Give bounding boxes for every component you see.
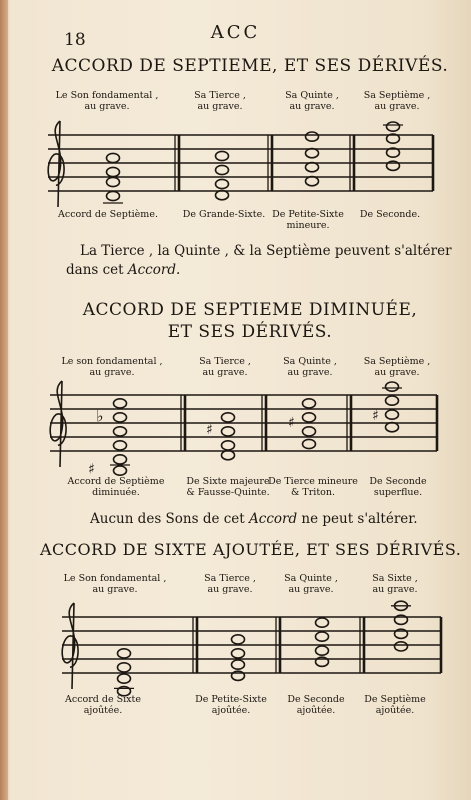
s2-top-label-3-line: Sa Quinte , [283,356,337,367]
s2-chord4-note [386,396,399,405]
s2-treble-clef-icon [50,381,66,467]
section2-title-line1: ACCORD DE SEPTIEME DIMINUÉE, [82,300,418,320]
s1-top-label-1-line: Le Son fondamental , [55,90,159,101]
section1-text-line1: La Tierce , la Quinte , & la Septième peuvent s'altérer [80,243,452,259]
s1-top-label-4-line: au grave. [374,101,420,112]
s2-chord1-note [114,466,127,475]
sharp-icon: ♯ [206,422,213,439]
s3-chord2-note [232,635,245,644]
s1-treble-clef-icon [48,121,64,207]
s2-chord1-note [114,455,127,464]
section2-text-prefix: Aucun des Sons de cet [90,511,250,527]
s1-chord3-note [306,177,319,186]
s2-caption-4-line: De Seconde [369,476,427,487]
s2-top-label-2-line: au grave. [202,367,248,378]
s1-chord1-note [107,167,120,176]
s3-top-label-2-line: au grave. [207,584,253,595]
s3-chord2-note [232,660,245,669]
s2-top-label-3-line: au grave. [287,367,333,378]
s1-top-label-3-line: Sa Quinte , [285,90,339,101]
s3-top-label-3-line: au grave. [288,584,334,595]
s3-chord1-note [118,649,131,658]
s3-caption-2-line: ajoûtée. [211,705,251,716]
s3-caption-1-line: Accord de Sixte [65,694,141,705]
s1-caption-4-line: De Seconde. [359,209,421,220]
s2-chord2-note [222,413,235,422]
s2-chord1-note [114,413,127,422]
s2-chord4-note [386,410,399,419]
page-number: 18 [64,30,86,50]
s3-top-label-4-line: Sa Sixte , [372,573,418,584]
s2-chord3-note [303,413,316,422]
s3-caption-4-line: De Septième [364,694,426,705]
section1-title: ACCORD DE SEPTIEME, ET SES DÉRIVÉS. [51,56,449,76]
s2-caption-2-line: De Sixte majeure [186,476,270,487]
s2-caption-3-line: & Triton. [290,487,336,498]
s3-chord1-note [118,674,131,683]
s1-chord4-note [387,122,400,131]
s2-chord1-note [114,441,127,450]
s1-caption-2-line: De Grande-Sixte. [182,209,266,220]
sharp-icon: ♯ [288,415,295,432]
section3-title: ACCORD DE SIXTE AJOUTÉE, ET SES DÉRIVÉS. [40,540,462,559]
s1-chord1-note [107,191,120,200]
s1-chord1-note [107,153,120,162]
s2-top-label-4-line: au grave. [374,367,420,378]
s1-chord2-note [216,165,229,174]
s3-caption-1-line: ajoûtée. [83,705,123,716]
section2-text-suffix: ne peut s'altérer. [297,511,418,527]
s2-caption-3-line: De Tierce mineure [268,476,358,487]
s3-caption-2-line: De Petite-Sixte [195,694,267,705]
s2-top-label-1-line: au grave. [89,367,135,378]
s1-top-label-3-line: au grave. [289,101,335,112]
s1-caption-3-line: mineure. [286,220,330,231]
s2-caption-4-line: superflue. [373,487,423,498]
s2-top-label-1-line: Le son fondamental , [61,356,163,367]
s3-top-label-2-line: Sa Tierce , [204,573,256,584]
s2-chord4-note [386,382,399,391]
running-head: ACC [210,22,261,43]
s2-chord2-note [222,441,235,450]
s1-chord1-note [107,177,120,186]
s3-chord1-note [118,663,131,672]
s1-chord2-note [216,191,229,200]
s2-chord3-note [303,439,316,448]
s1-caption-1-line: Accord de Septième. [58,209,158,220]
s3-chord3-note [316,646,329,655]
s2-chord3-note [303,399,316,408]
s2-chord4-note [386,423,399,432]
s3-caption-3-line: ajoûtée. [296,705,336,716]
s1-chord2-note [216,151,229,160]
s2-chord2-note [222,451,235,460]
s3-top-label-1-line: au grave. [92,584,138,595]
section2-title-line2: ET SES DÉRIVÉS. [167,322,333,342]
section1-text-line2-prefix: dans cet [66,262,128,278]
s1-top-label-4-line: Sa Septième , [363,90,431,101]
s1-chord2-note [216,179,229,188]
s1-chord3-note [306,149,319,158]
s2-caption-1-line: Accord de Septième [67,476,165,487]
s1-caption-3-line: De Petite-Sixte [272,209,344,220]
s2-top-label-2-line: Sa Tierce , [199,356,251,367]
s1-chord3-note [306,163,319,172]
sharp-icon: ♯ [88,461,95,478]
s3-caption-3-line: De Seconde [287,694,345,705]
s3-chord4-note [395,642,408,651]
s2-chord3-note [303,427,316,436]
s3-top-label-1-line: Le Son fondamental , [63,573,167,584]
s2-chord1-note [114,427,127,436]
flat-icon: ♭ [96,406,104,426]
section1-text-line2-em: Accord. [127,262,181,278]
s2-top-label-4-line: Sa Septième , [363,356,431,367]
s2-caption-1-line: diminuée. [92,487,140,498]
section2-text-em: Accord [249,511,298,527]
s3-top-label-3-line: Sa Quinte , [284,573,338,584]
s1-top-label-2-line: au grave. [197,101,243,112]
s1-top-label-2-line: Sa Tierce , [194,90,246,101]
s3-chord2-note [232,649,245,658]
s1-top-label-1-line: au grave. [84,101,130,112]
s3-top-label-4-line: au grave. [372,584,418,595]
s1-chord3-note [306,132,319,141]
s2-chord1-note [114,399,127,408]
s3-caption-4-line: ajoûtée. [375,705,415,716]
sharp-icon: ♯ [372,408,379,425]
s2-chord2-note [222,427,235,436]
s2-caption-2-line: & Fausse-Quinte. [186,487,270,498]
s3-treble-clef-icon [62,603,78,689]
s3-chord3-note [316,632,329,641]
s3-chord3-note [316,618,329,627]
